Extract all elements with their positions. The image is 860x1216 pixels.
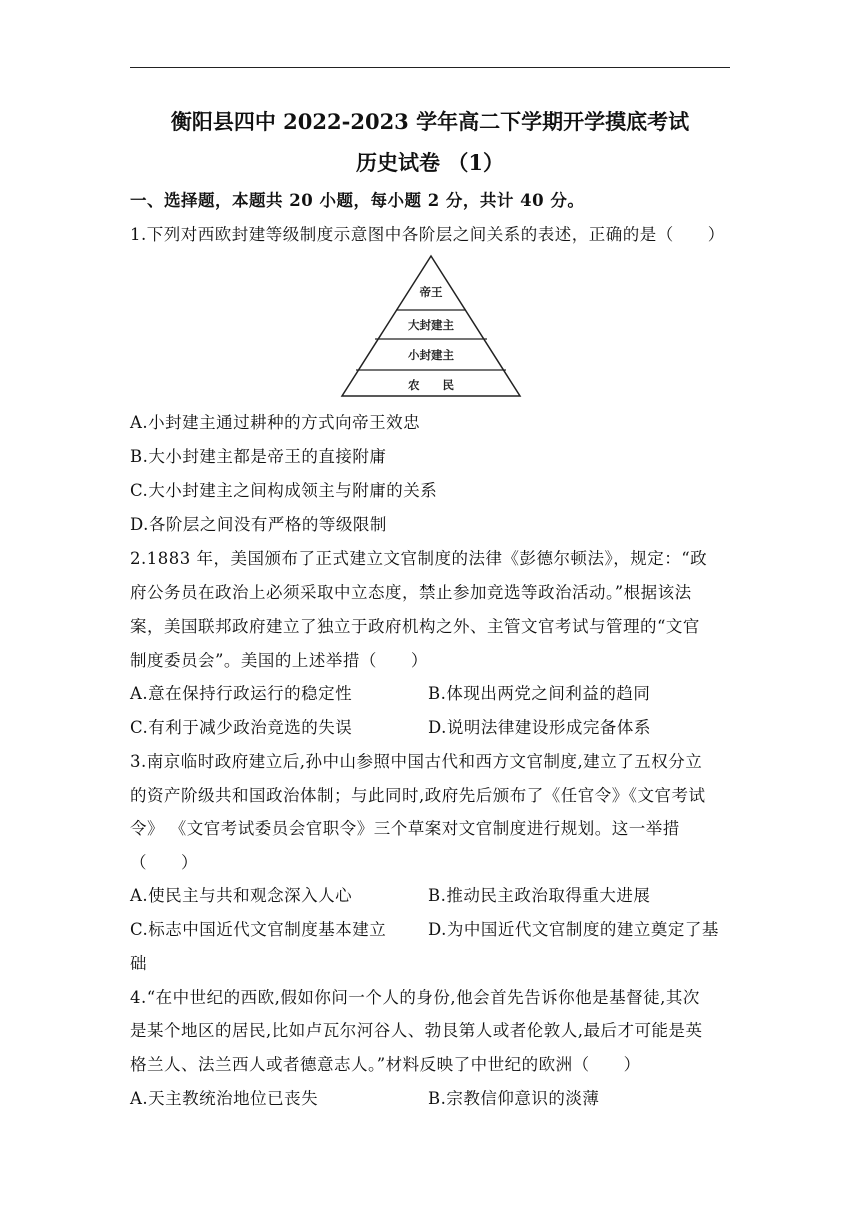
question-4-stem-line: 4.“在中世纪的西欧,假如你问一个人的身份,他会首先告诉你他是基督徒,其次 [130, 988, 700, 1007]
question-3-option-d-wrap: 础 [130, 954, 147, 973]
question-3-option-a: A.使民主与共和观念深入人心 [130, 886, 353, 905]
question-3-option-c: C.标志中国近代文官制度基本建立 [130, 920, 387, 939]
question-1-option-a: A.小封建主通过耕种的方式向帝王效忠 [130, 413, 421, 432]
question-3-stem-line: 令》 《文官考试委员会官职令》三个草案对文官制度进行规划。这一举措 [130, 819, 680, 838]
question-3-stem-line: 3.南京临时政府建立后,孙中山参照中国古代和西方文官制度,建立了五权分立 [130, 752, 703, 771]
question-2-stem-line: 案，美国联邦政府建立了独立于政府机构之外、主管文官考试与管理的“文官 [130, 617, 700, 636]
exam-subtitle: 历史试卷 （1） [356, 150, 504, 175]
pyramid-level-great-lords: 大封建主 [408, 318, 454, 332]
question-1-option-d: D.各阶层之间没有严格的等级限制 [130, 515, 387, 534]
pyramid-level-lesser-lords: 小封建主 [408, 348, 454, 362]
question-4-option-a: A.天主教统治地位已丧失 [130, 1089, 319, 1108]
question-1-stem: 1.下列对西欧封建等级制度示意图中各阶层之间关系的表述，正确的是（ ） [130, 225, 725, 244]
question-4-stem-line: 是某个地区的居民,比如卢瓦尔河谷人、勃艮第人或者伦敦人,最后才可能是英 [130, 1021, 703, 1040]
question-2-stem-line: 制度委员会”。美国的上述举措（ ） [130, 651, 428, 670]
question-2-option-d: D.说明法律建设形成完备体系 [428, 718, 651, 737]
question-2-stem-line: 府公务员在政治上必须采取中立态度，禁止参加竞选等政治活动。”根据该法 [130, 583, 692, 602]
question-2-stem-line: 2.1883 年，美国颁布了正式建立文官制度的法律《彭德尔顿法》，规定：“政 [130, 549, 708, 568]
question-1-option-c: C.大小封建主之间构成领主与附庸的关系 [130, 481, 438, 500]
pyramid-level-emperor: 帝王 [419, 285, 443, 299]
question-3-option-b: B.推动民主政治取得重大进展 [428, 886, 651, 905]
feudal-hierarchy-pyramid [340, 254, 522, 399]
question-4-option-b: B.宗教信仰意识的淡薄 [428, 1089, 600, 1108]
question-3-stem-line: 的资产阶级共和国政治体制；与此同时,政府先后颁布了《任官令》《文官考试 [130, 786, 706, 805]
exam-title: 衡阳县四中 2022-2023 学年高二下学期开学摸底考试 [170, 109, 690, 134]
question-2-option-b: B.体现出两党之间利益的趋同 [428, 684, 651, 703]
question-2-option-c: C.有利于减少政治竞选的失误 [130, 718, 353, 737]
section-heading: 一、选择题，本题共 20 小题，每小题 2 分，共计 40 分。 [130, 191, 585, 210]
question-2-option-a: A.意在保持行政运行的稳定性 [130, 684, 353, 703]
question-4-stem-line: 格兰人、法兰西人或者德意志人。”材料反映了中世纪的欧洲（ ） [130, 1055, 641, 1074]
pyramid-level-peasants: 农 民 [408, 378, 454, 392]
question-3-option-d: D.为中国近代文官制度的建立奠定了基 [428, 920, 719, 939]
question-1-option-b: B.大小封建主都是帝王的直接附庸 [130, 447, 387, 466]
header-rule [130, 67, 730, 68]
question-3-stem-line: （ ） [130, 853, 198, 872]
